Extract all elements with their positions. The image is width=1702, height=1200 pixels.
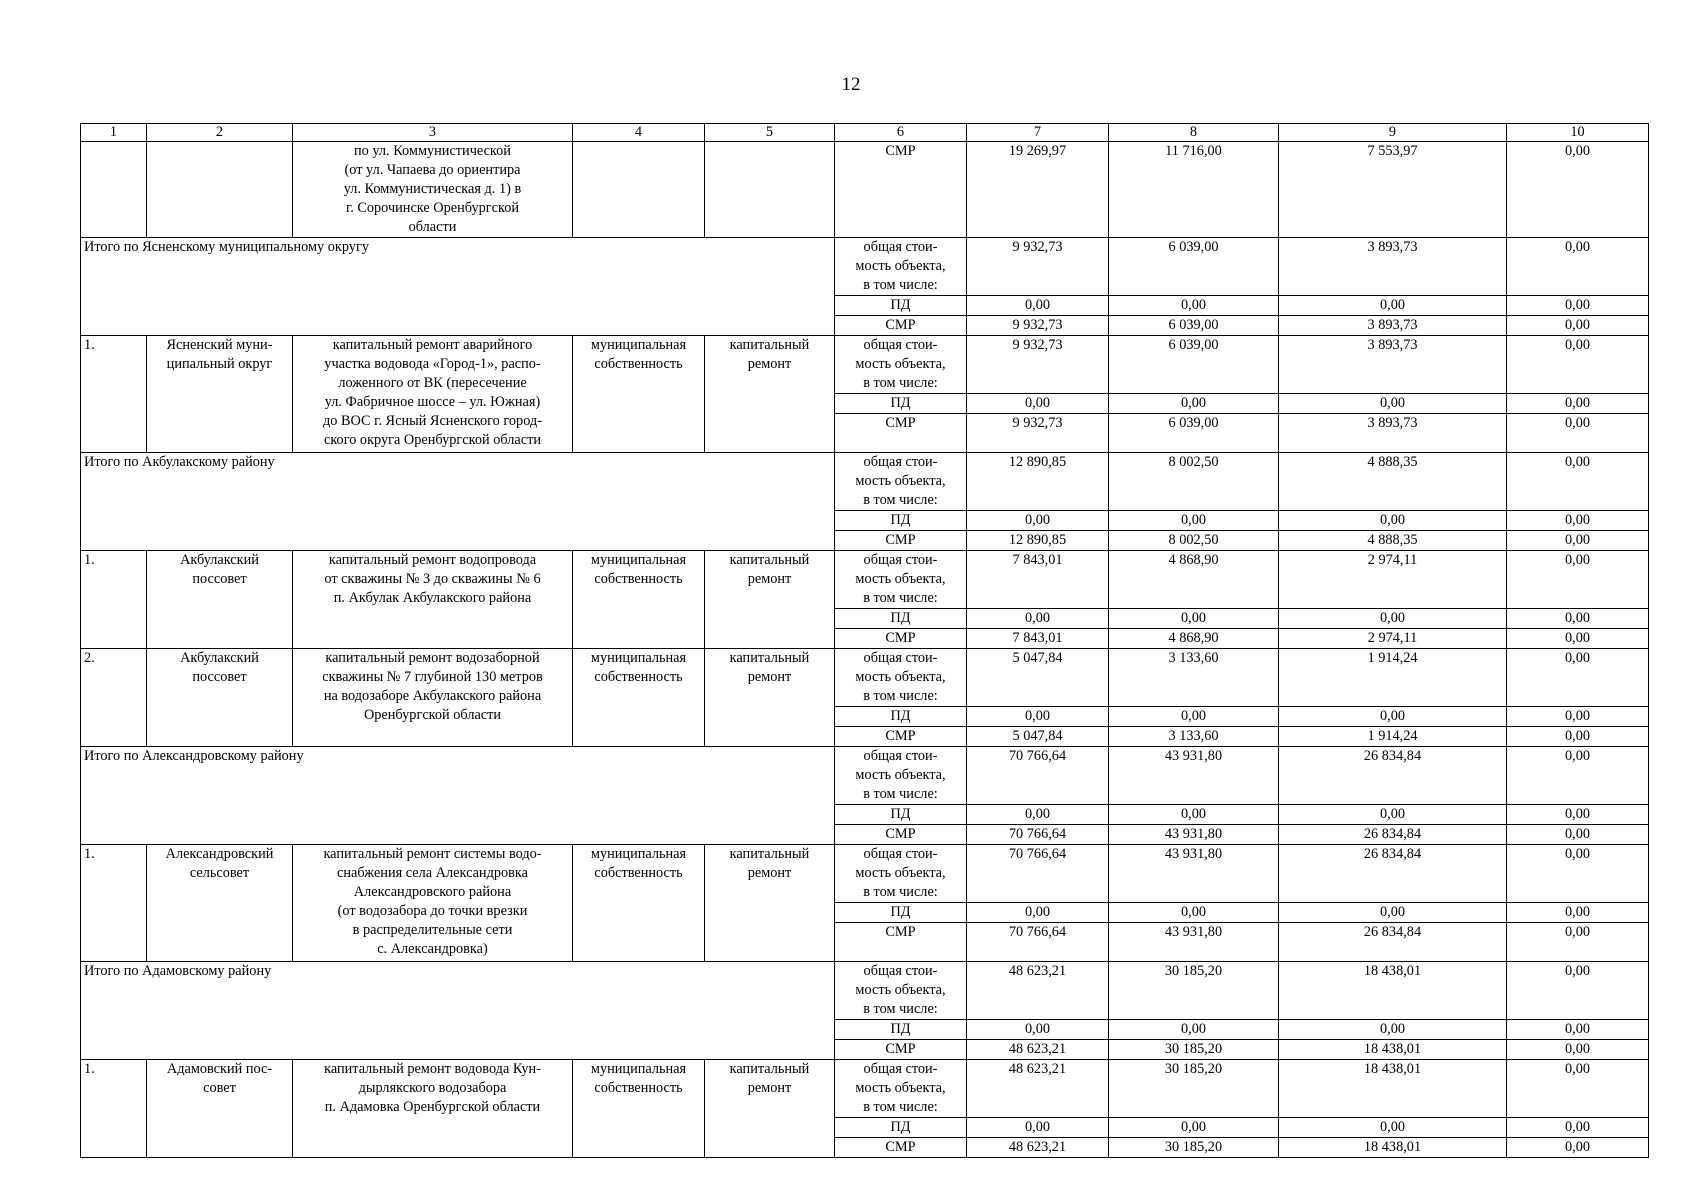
value-cell: 0,00	[1507, 551, 1649, 609]
value-cell: 30 185,20	[1109, 962, 1279, 1020]
indicator-label: ПД	[835, 903, 967, 923]
value-cell: 0,00	[1507, 962, 1649, 1020]
value-cell: 0,00	[1507, 238, 1649, 296]
value-cell: 48 623,21	[967, 962, 1109, 1020]
value-cell: 30 185,20	[1109, 1138, 1279, 1158]
value-cell: 0,00	[1109, 1020, 1279, 1040]
value-cell: 0,00	[1507, 903, 1649, 923]
work-type: капитальный ремонт	[705, 551, 835, 649]
value-cell: 0,00	[1507, 316, 1649, 336]
indicator-label: общая стои- мость объекта, в том числе:	[835, 962, 967, 1020]
indicator-label: СМР	[835, 1040, 967, 1060]
value-cell: 0,00	[1507, 747, 1649, 805]
indicator-label: общая стои- мость объекта, в том числе:	[835, 551, 967, 609]
item-total-row	[81, 336, 1649, 394]
value-cell: 0,00	[1507, 1040, 1649, 1060]
value-cell: 7 843,01	[967, 551, 1109, 609]
value-cell: 1 914,24	[1279, 649, 1507, 707]
group-total-row	[81, 238, 1649, 296]
header-cell: 10	[1507, 124, 1649, 142]
indicator-label: ПД	[835, 609, 967, 629]
value-cell: 0,00	[1507, 394, 1649, 414]
header-cell: 9	[1279, 124, 1507, 142]
value-cell: 70 766,64	[967, 825, 1109, 845]
value-cell: 0,00	[1279, 903, 1507, 923]
value-cell: 0,00	[1279, 1118, 1507, 1138]
indicator-label: общая стои- мость объекта, в том числе:	[835, 845, 967, 903]
header-cell: 8	[1109, 124, 1279, 142]
object-description: капитальный ремонт водопровода от скважины № 3 до скважины № 6 п. Акбулак Акбулакского района	[293, 551, 573, 649]
group-total-row	[81, 962, 1649, 1020]
indicator-label: ПД	[835, 296, 967, 316]
value-cell: 0,00	[967, 903, 1109, 923]
value-cell: 0,00	[1109, 903, 1279, 923]
value-cell: 0,00	[1109, 394, 1279, 414]
value-cell: 0,00	[967, 1118, 1109, 1138]
object-description: капитальный ремонт водовода Кун- дырлякского водозабора п. Адамовка Оренбургской области	[293, 1060, 573, 1158]
group-title: Итого по Ясненскому муниципальному округу	[81, 238, 835, 336]
ownership: муниципальная собственность	[573, 336, 705, 453]
value-cell: 3 133,60	[1109, 727, 1279, 747]
ownership: муниципальная собственность	[573, 649, 705, 747]
value-cell: 4 888,35	[1279, 531, 1507, 551]
value-cell: 0,00	[1507, 805, 1649, 825]
value-cell: 7 553,97	[1279, 142, 1507, 238]
value-cell: 12 890,85	[967, 453, 1109, 511]
value-cell: 70 766,64	[967, 845, 1109, 903]
item-total-row	[81, 1060, 1649, 1118]
value-cell: 12 890,85	[967, 531, 1109, 551]
header-cell: 1	[81, 124, 147, 142]
page-number: 12	[841, 74, 861, 95]
value-cell: 0,00	[1279, 707, 1507, 727]
value-cell: 4 868,90	[1109, 629, 1279, 649]
indicator-label: СМР	[835, 414, 967, 453]
value-cell: 0,00	[1109, 511, 1279, 531]
item-total-row	[81, 845, 1649, 903]
value-cell: 0,00	[1109, 707, 1279, 727]
value-cell: 0,00	[1507, 1020, 1649, 1040]
indicator-label: СМР	[835, 629, 967, 649]
table-body	[81, 124, 1649, 1158]
group-title: Итого по Александровскому району	[81, 747, 835, 845]
object-description: капитальный ремонт аварийного участка водовода «Город-1», распо- ложенного от ВК (пересечение ул. Фабричное шоссе – ул. Южная) до ВОС г. Ясный Ясненского город- ского округа Оренбургской области	[293, 336, 573, 453]
value-cell: 0,00	[1507, 1118, 1649, 1138]
value-cell: 26 834,84	[1279, 825, 1507, 845]
object-description: капитальный ремонт водозаборной скважины № 7 глубиной 130 метров на водозаборе Акбулакского района Оренбургской области	[293, 649, 573, 747]
value-cell: 0,00	[1507, 609, 1649, 629]
value-cell: 0,00	[1507, 531, 1649, 551]
value-cell: 18 438,01	[1279, 1040, 1507, 1060]
value-cell: 7 843,01	[967, 629, 1109, 649]
indicator-label: общая стои- мость объекта, в том числе:	[835, 453, 967, 511]
work-type: капитальный ремонт	[705, 336, 835, 453]
value-cell: 3 893,73	[1279, 414, 1507, 453]
row-number: 1.	[81, 845, 147, 962]
value-cell: 9 932,73	[967, 414, 1109, 453]
indicator-label: ПД	[835, 394, 967, 414]
value-cell: 3 133,60	[1109, 649, 1279, 707]
indicator-label: ПД	[835, 511, 967, 531]
value-cell: 0,00	[1507, 142, 1649, 238]
object-description: капитальный ремонт системы водо- снабжения села Александровка Александровского района (от водозабора до точки врезки в распределительные сети с. Александровка)	[293, 845, 573, 962]
value-cell: 0,00	[1279, 609, 1507, 629]
value-cell: 0,00	[1507, 336, 1649, 394]
row-number: 1.	[81, 1060, 147, 1158]
organization: Адамовский пос- совет	[147, 1060, 293, 1158]
value-cell: 0,00	[1279, 296, 1507, 316]
value-cell: 43 931,80	[1109, 923, 1279, 962]
value-cell: 0,00	[1279, 1020, 1507, 1040]
value-cell: 0,00	[1279, 394, 1507, 414]
value-cell: 1 914,24	[1279, 727, 1507, 747]
value-cell: 0,00	[1507, 923, 1649, 962]
organization: Ясненский муни- ципальный округ	[147, 336, 293, 453]
indicator-label: ПД	[835, 805, 967, 825]
value-cell: 0,00	[967, 394, 1109, 414]
header-cell: 4	[573, 124, 705, 142]
value-cell: 43 931,80	[1109, 747, 1279, 805]
value-cell: 3 893,73	[1279, 238, 1507, 296]
value-cell: 70 766,64	[967, 747, 1109, 805]
indicator-label: общая стои- мость объекта, в том числе:	[835, 747, 967, 805]
work-type	[705, 142, 835, 238]
ownership	[573, 142, 705, 238]
value-cell: 0,00	[967, 296, 1109, 316]
row-number	[81, 142, 147, 238]
value-cell: 0,00	[967, 707, 1109, 727]
value-cell: 8 002,50	[1109, 453, 1279, 511]
value-cell: 26 834,84	[1279, 845, 1507, 903]
header-cell: 5	[705, 124, 835, 142]
organization	[147, 142, 293, 238]
value-cell: 9 932,73	[967, 316, 1109, 336]
value-cell: 70 766,64	[967, 923, 1109, 962]
indicator-label: ПД	[835, 1020, 967, 1040]
header-cell: 3	[293, 124, 573, 142]
value-cell: 0,00	[1507, 414, 1649, 453]
value-cell: 4 868,90	[1109, 551, 1279, 609]
value-cell: 0,00	[1279, 511, 1507, 531]
value-cell: 4 888,35	[1279, 453, 1507, 511]
value-cell: 2 974,11	[1279, 629, 1507, 649]
work-type: капитальный ремонт	[705, 1060, 835, 1158]
value-cell: 18 438,01	[1279, 1060, 1507, 1118]
value-cell: 0,00	[1507, 511, 1649, 531]
value-cell: 8 002,50	[1109, 531, 1279, 551]
value-cell: 48 623,21	[967, 1138, 1109, 1158]
indicator-label: ПД	[835, 1118, 967, 1138]
header-cell: 2	[147, 124, 293, 142]
group-title: Итого по Адамовскому району	[81, 962, 835, 1060]
value-cell: 5 047,84	[967, 649, 1109, 707]
header-cell: 7	[967, 124, 1109, 142]
value-cell: 0,00	[1109, 1118, 1279, 1138]
value-cell: 48 623,21	[967, 1060, 1109, 1118]
value-cell: 6 039,00	[1109, 414, 1279, 453]
row-number: 2.	[81, 649, 147, 747]
value-cell: 0,00	[1109, 296, 1279, 316]
indicator-label: СМР	[835, 316, 967, 336]
value-cell: 26 834,84	[1279, 747, 1507, 805]
value-cell: 0,00	[1507, 453, 1649, 511]
value-cell: 0,00	[1507, 1060, 1649, 1118]
indicator-label: общая стои- мость объекта, в том числе:	[835, 336, 967, 394]
value-cell: 0,00	[1109, 805, 1279, 825]
organization: Акбулакский поссовет	[147, 551, 293, 649]
indicator-label: СМР	[835, 923, 967, 962]
value-cell: 19 269,97	[967, 142, 1109, 238]
indicator-label: общая стои- мость объекта, в том числе:	[835, 649, 967, 707]
value-cell: 18 438,01	[1279, 1138, 1507, 1158]
work-type: капитальный ремонт	[705, 845, 835, 962]
value-cell: 0,00	[967, 609, 1109, 629]
value-cell: 9 932,73	[967, 336, 1109, 394]
indicator-label: СМР	[835, 825, 967, 845]
value-cell: 3 893,73	[1279, 316, 1507, 336]
value-cell: 0,00	[967, 805, 1109, 825]
value-cell: 43 931,80	[1109, 845, 1279, 903]
row-number: 1.	[81, 336, 147, 453]
ownership: муниципальная собственность	[573, 551, 705, 649]
item-total-row	[81, 649, 1649, 707]
value-cell: 0,00	[1507, 825, 1649, 845]
value-cell: 0,00	[1279, 805, 1507, 825]
value-cell: 0,00	[1109, 609, 1279, 629]
row-number: 1.	[81, 551, 147, 649]
value-cell: 0,00	[1507, 845, 1649, 903]
value-cell: 18 438,01	[1279, 962, 1507, 1020]
work-type: капитальный ремонт	[705, 649, 835, 747]
ownership: муниципальная собственность	[573, 1060, 705, 1158]
value-cell: 3 893,73	[1279, 336, 1507, 394]
indicator-label: общая стои- мость объекта, в том числе:	[835, 1060, 967, 1118]
indicator-label: общая стои- мость объекта, в том числе:	[835, 238, 967, 296]
organization: Акбулакский поссовет	[147, 649, 293, 747]
value-cell: 6 039,00	[1109, 238, 1279, 296]
object-description: по ул. Коммунистической (от ул. Чапаева до ориентира ул. Коммунистическая д. 1) в г. Сорочинске Оренбургской области	[293, 142, 573, 238]
value-cell: 0,00	[1507, 296, 1649, 316]
value-cell: 6 039,00	[1109, 316, 1279, 336]
value-cell: 9 932,73	[967, 238, 1109, 296]
value-cell: 0,00	[1507, 629, 1649, 649]
value-cell: 0,00	[1507, 727, 1649, 747]
indicator-label: СМР	[835, 531, 967, 551]
value-cell: 5 047,84	[967, 727, 1109, 747]
value-cell: 0,00	[1507, 1138, 1649, 1158]
indicator-label: СМР	[835, 727, 967, 747]
ownership: муниципальная собственность	[573, 845, 705, 962]
value-cell: 11 716,00	[1109, 142, 1279, 238]
value-cell: 2 974,11	[1279, 551, 1507, 609]
funding-table	[80, 123, 1649, 1158]
value-cell: 0,00	[967, 1020, 1109, 1040]
indicator-label: ПД	[835, 707, 967, 727]
value-cell: 30 185,20	[1109, 1060, 1279, 1118]
value-cell: 30 185,20	[1109, 1040, 1279, 1060]
value-cell: 48 623,21	[967, 1040, 1109, 1060]
group-total-row	[81, 747, 1649, 805]
group-title: Итого по Акбулакскому району	[81, 453, 835, 551]
value-cell: 6 039,00	[1109, 336, 1279, 394]
indicator-label: СМР	[835, 1138, 967, 1158]
value-cell: 43 931,80	[1109, 825, 1279, 845]
value-cell: 0,00	[967, 511, 1109, 531]
item-total-row	[81, 551, 1649, 609]
value-cell: 0,00	[1507, 649, 1649, 707]
continued-row	[81, 142, 1649, 238]
organization: Александровский сельсовет	[147, 845, 293, 962]
group-total-row	[81, 453, 1649, 511]
indicator-label: СМР	[835, 142, 967, 238]
value-cell: 0,00	[1507, 707, 1649, 727]
value-cell: 26 834,84	[1279, 923, 1507, 962]
header-cell: 6	[835, 124, 967, 142]
header-row	[81, 124, 1649, 142]
